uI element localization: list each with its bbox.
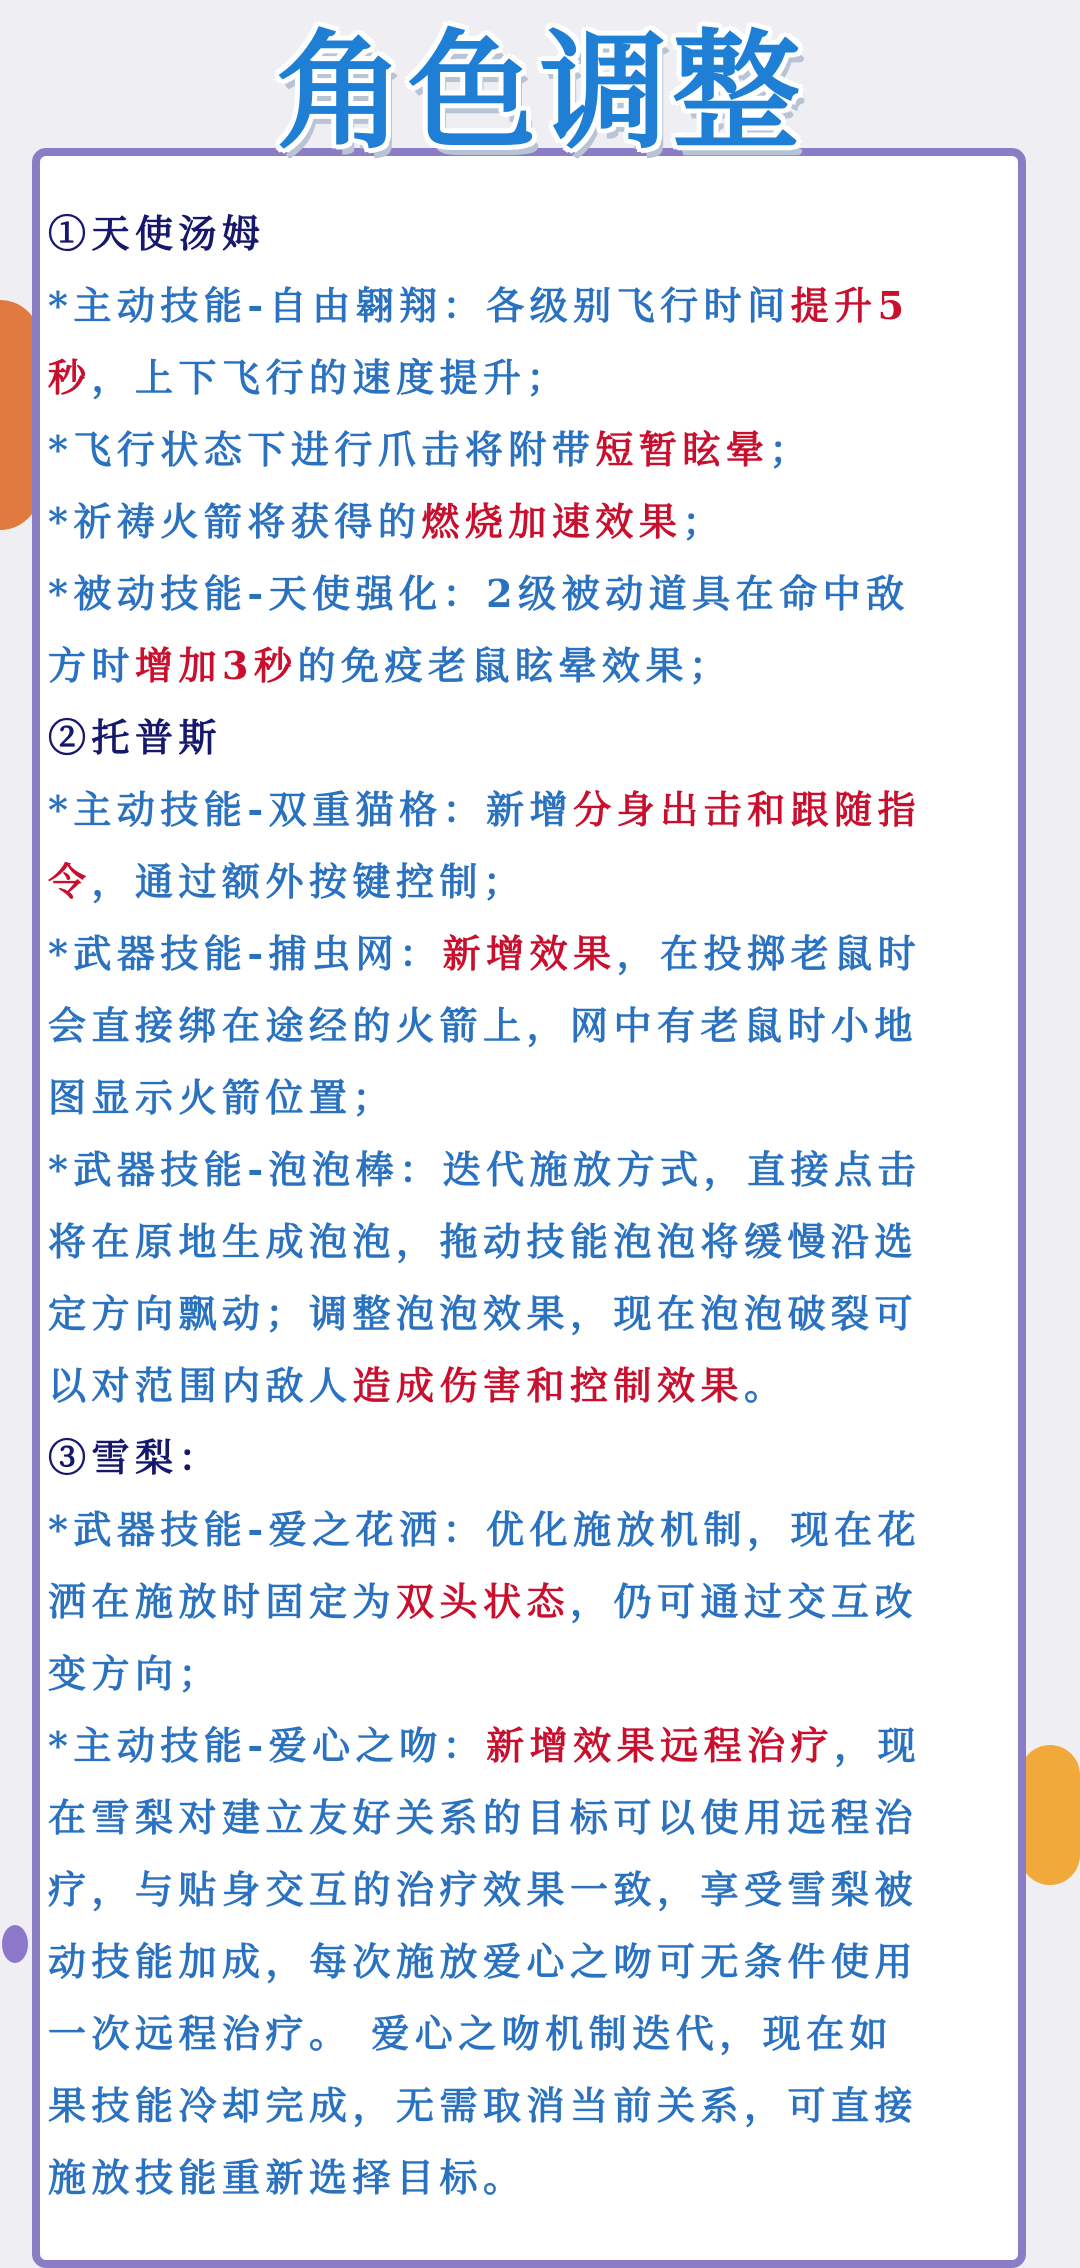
text-segment: 洒在施放时固定为 [48,1579,397,1624]
text-segment: ； [769,427,813,472]
text-line [48,270,1028,342]
text-line: 一次远程治疗。 爱心之吻机制迭代，现在如 [48,2011,894,2056]
text-segment: ，仍可通过交互改 [570,1579,919,1624]
text-line [48,630,1028,702]
highlight-text: 燃烧加速效果 [421,499,683,544]
text-line [48,1710,1028,1782]
highlight-text: 新增效果远程治疗 [486,1723,835,1768]
text-segment: ，现 [834,1723,922,1768]
highlight-text: 秒 [48,355,92,400]
decor-purple-dot [2,1925,28,1963]
text-line [48,918,1028,990]
decor-yellow-shape [1020,1745,1080,1885]
highlight-text: 提升5 [790,283,910,328]
text-segment: ，通过额外按键控制； [91,859,527,904]
page-title: 角色调整 [275,18,804,167]
text-segment: *主动技能-爱心之吻： [48,1723,487,1768]
highlight-text: 新增效果 [442,931,617,976]
section-heading-tom: ①天使汤姆 [48,211,266,256]
adjustment-list [48,198,1028,2214]
section-heading-shirley: ③雪梨： [48,1435,223,1480]
text-segment: 。 [744,1363,788,1408]
text-line: *武器技能-泡泡棒：迭代施放方式，直接点击 [48,1147,922,1192]
highlight-text: 分身出击和跟随指 [573,787,922,832]
text-line: 施放技能重新选择目标。 [48,2155,527,2200]
text-line [48,774,1028,846]
text-line: 图显示火箭位置； [48,1075,397,1120]
highlight-text: 令 [48,859,92,904]
section-heading-topsy: ②托普斯 [48,715,223,760]
text-line [48,486,1028,558]
text-line: 果技能冷却完成，无需取消当前关系，可直接 [48,2083,919,2128]
highlight-text: 增加3秒 [135,643,298,688]
text-line: *被动技能-天使强化：2级被动道具在命中敌 [48,571,910,616]
text-segment: *主动技能-自由翱翔：各级别飞行时间 [48,283,791,328]
highlight-text: 短暂眩晕 [595,427,770,472]
text-line: *武器技能-爱之花洒：优化施放机制，现在花 [48,1507,922,1552]
text-line [48,414,1028,486]
text-segment: *祈祷火箭将获得的 [48,499,422,544]
text-segment: 方时 [48,643,136,688]
text-line [48,342,1028,414]
text-line: 定方向飘动；调整泡泡效果，现在泡泡破裂可 [48,1291,919,1336]
text-segment: ； [682,499,726,544]
text-line [48,846,1028,918]
text-segment: *主动技能-双重猫格：新增 [48,787,574,832]
text-line: 疗，与贴身交互的治疗效果一致，享受雪梨被 [48,1867,919,1912]
text-line [48,1566,1028,1638]
highlight-text: 造成伤害和控制效果 [352,1363,745,1408]
text-segment: *武器技能-捕虫网： [48,931,443,976]
text-line: 会直接绑在途经的火箭上，网中有老鼠时小地 [48,1003,919,1048]
text-segment: *飞行状态下进行爪击将附带 [48,427,596,472]
text-segment: ，在投掷老鼠时 [616,931,922,976]
text-segment: 以对范围内敌人 [48,1363,353,1408]
text-line: 变方向； [48,1651,223,1696]
text-line: 动技能加成，每次施放爱心之吻可无条件使用 [48,1939,919,1984]
text-segment: ，上下飞行的速度提升； [91,355,571,400]
text-segment: 的免疫老鼠眩晕效果； [297,643,733,688]
highlight-text: 双头状态 [396,1579,571,1624]
text-line: 在雪梨对建立友好关系的目标可以使用远程治 [48,1795,919,1840]
text-line: 将在原地生成泡泡，拖动技能泡泡将缓慢沿选 [48,1219,919,1264]
text-line [48,1350,1028,1422]
